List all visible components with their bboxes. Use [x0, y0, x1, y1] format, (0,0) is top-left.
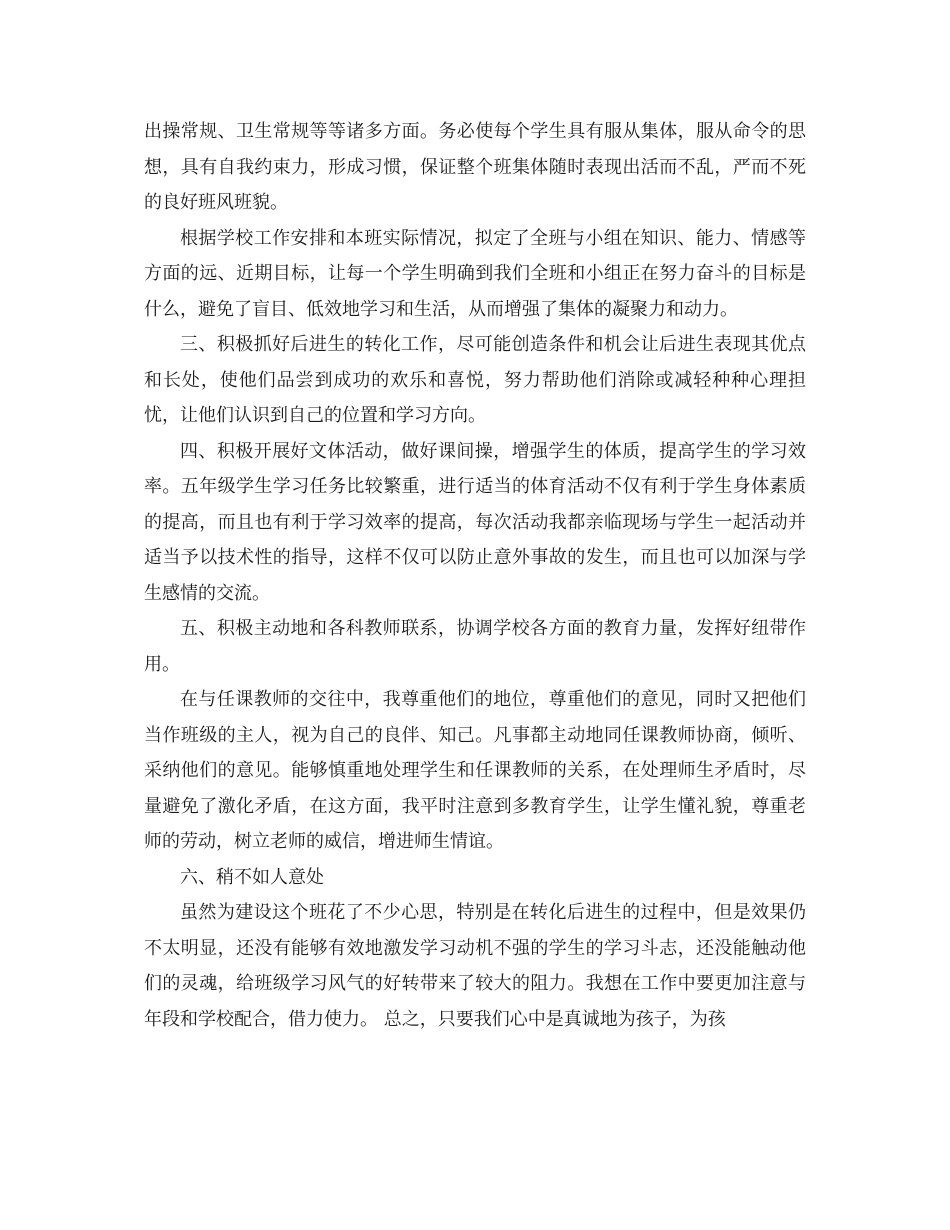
paragraph-2: 根据学校工作安排和本班实际情况，拟定了全班与小组在知识、能力、情感等方面的远、近期目标，让每一个学生明确到我们全班和小组正在努力奋斗的目标是什么，避免了盲目、低效地学习和生活，从而增强了集体的凝聚力和动力。 — [144, 227, 806, 320]
paragraph-1: 出操常规、卫生常规等等诸多方面。务必使每个学生具有服从集体，服从命令的思想，具有自我约束力，形成习惯，保证整个班集体随时表现出活而不乱，严而不死的良好班风班貌。 — [144, 121, 806, 213]
section-heading-6: 六、稍不如人意处 — [180, 866, 324, 888]
document-body — [144, 114, 806, 1037]
paragraph-4: 四、积极开展好文体活动，做好课间操，增强学生的体质，提高学生的学习效率。五年级学生学习任务比较繁重，进行适当的体育活动不仅有利于学生身体素质的提高，而且也有利于学习效率的提高，每次活动我都亲临现场与学生一起活动并适当予以技术性的指导，这样不仅可以防止意外事故的发生，而且也可以加深与学生感情的交流。 — [144, 440, 806, 604]
paragraph-7: 虽然为建设这个班花了不少心思，特别是在转化后进生的过程中，但是效果仍不太明显，还没有能够有效地激发学习动机不强的学生的学习斗志，还没能触动他们的灵魂，给班级学习风气的好转带来了较大的阻力。我想在工作中要更加注意与年段和学校配合，借力使力。 总之，只要我们心中是真诚地为孩子，为孩 — [144, 902, 806, 1030]
paragraph-5: 五、积极主动地和各科教师联系，协调学校各方面的教育力量，发挥好纽带作用。 — [144, 618, 806, 675]
paragraph-3: 三、积极抓好后进生的转化工作，尽可能创造条件和机会让后进生表现其优点和长处，使他们品尝到成功的欢乐和喜悦，努力帮助他们消除或减轻种种心理担忧，让他们认识到自己的位置和学习方向。 — [144, 334, 806, 426]
paragraph-6: 在与任课教师的交往中，我尊重他们的地位，尊重他们的意见，同时又把他们当作班级的主人，视为自己的良伴、知己。凡事都主动地同任课教师协商，倾听、采纳他们的意见。能够慎重地处理学生和任课教师的关系，在处理师生矛盾时，尽量避免了激化矛盾，在这方面，我平时注意到多教育学生，让学生懂礼貌，尊重老师的劳动，树立老师的威信，增进师生情谊。 — [144, 689, 806, 852]
